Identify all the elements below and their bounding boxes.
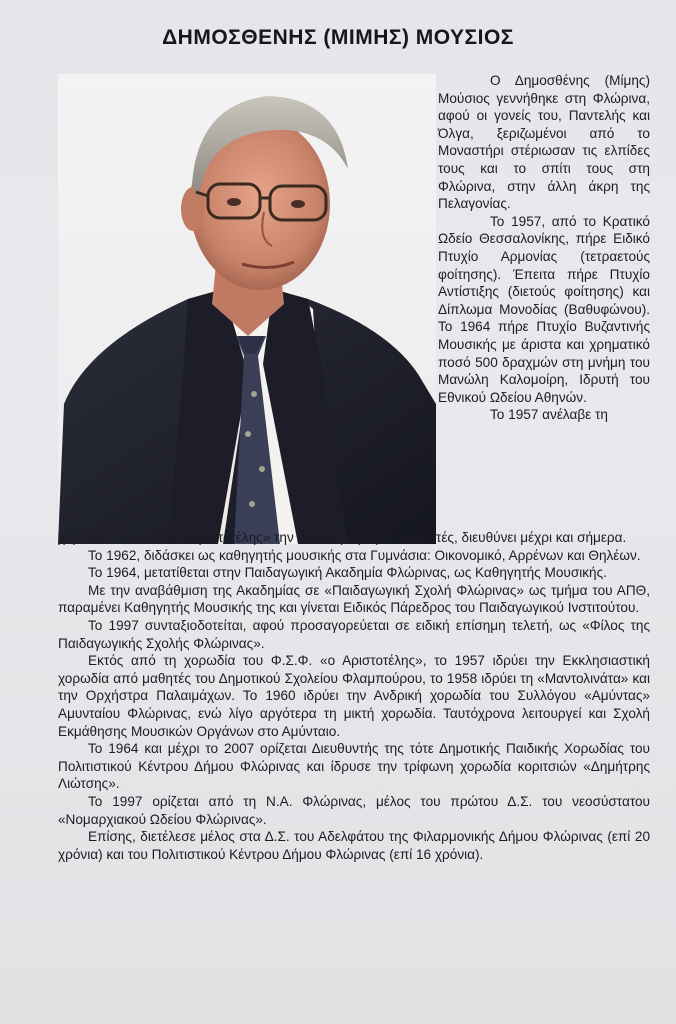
side-paragraph-1: Ο Δημοσθένης (Μίμης) Μούσιος γεννήθηκε στη Φλώρινα, αφού οι γονείς του, Παντελής και Όλγα, ξεριζωμένοι από το Μοναστήρι στέριωσαν τις ελπίδες τους και το σπίτι τους στη Φλώρινα, στην άλλη άκρη της Πελαγονίας. <box>438 73 650 212</box>
portrait-photo <box>58 74 436 544</box>
portrait-illustration <box>58 74 436 544</box>
page-title: ΔΗΜΟΣΘΕΝΗΣ (ΜΙΜΗΣ) ΜΟΥΣΙΟΣ <box>162 26 514 49</box>
body-paragraph-4: Με την αναβάθμιση της Ακαδημίας σε «Παιδαγωγική Σχολή Φλώρινας» ως τμήμα του ΑΠΘ, παραμένει Καθηγητής Μουσικής της και γίνεται Ειδικός Πάρεδρος του Παιδαγωγικού Ινστιτούτου. <box>58 582 650 616</box>
body-text <box>58 529 650 863</box>
body-paragraph-1: χορωδία του Φ.Σ.Φ. «Αριστοτέλης» την οποία, με μικρές διακοπές, διευθύνει μέχρι και σήμερα. <box>58 530 627 545</box>
side-column-text <box>438 72 650 424</box>
body-paragraph-5: Το 1997 συνταξιοδοτείται, αφού προσαγορεύεται σε ειδική επίσημη τελετή, ως «Φίλος της Παιδαγωγικής Σχολής Φλώρινας». <box>58 617 650 651</box>
body-paragraph-3: Το 1964, μετατίθεται στην Παιδαγωγική Ακαδημία Φλώρινας, ως Καθηγητής Μουσικής. <box>88 565 607 581</box>
body-paragraph-9: Επίσης, διετέλεσε μέλος στα Δ.Σ. του Αδελφάτου της Φιλαρμονικής Δήμου Φλώρινας (επί 20 χρόνια) και του Πολιτιστικού Κέντρου Δήμου Φλώρινας (επί 16 χρόνια). <box>58 829 650 862</box>
body-paragraph-2: Το 1962, διδάσκει ως καθηγητής μουσικής στα Γυμνάσια: Οικονομικό, Αρρένων και Θηλέων. <box>88 547 641 563</box>
body-paragraph-6: Εκτός από τη χορωδία του Φ.Σ.Φ. «ο Αριστοτέλης», το 1957 ιδρύει την Εκκλησιαστική χορωδία από μαθητές του Δημοτικού Σχολείου Φλαμπούρου, το 1958 ιδρύει τη «Μαντολινάτα» και την Ορχήστρα Παλαιμάχων. Το 1960 ιδρύει την Ανδρική χορωδία του Συλλόγου «Αμύντας» Αμυνταίου Φλώρινας, ενώ λίγο αργότερα τη μικτή χορωδία. Ταυτόχρονα λειτουργεί και Σχολή Εκμάθησης Μουσικών Οργάνων στο Αμύνταιο. <box>58 653 650 739</box>
body-paragraph-8: Το 1997 ορίζεται από τη Ν.Α. Φλώρινας, μέλος του πρώτου Δ.Σ. του νεοσύστατου «Νομαρχιακού Ωδείου Φλώρινας». <box>58 793 650 827</box>
side-paragraph-2: Το 1957, από το Κρατικό Ωδείο Θεσσαλονίκης, πήρε Ειδικό Πτυχίο Αρμονίας (τετραετούς φοίτησης). Έπειτα πήρε Πτυχίο Αντίστιξης (διετούς φοίτησης) και Δίπλωμα Μονοδίας (Βαθυφώνου). Το 1964 πήρε Πτυχίο Βυζαντινής Μουσικής με άριστα και χρηματικό ποσό 500 δραχμών στη μνήμη του Μανώλη Καλομοίρη, Ιδρυτή του Εθνικού Ωδείου Αθηνών. <box>438 213 650 405</box>
body-paragraph-7: Το 1964 και μέχρι το 2007 ορίζεται Διευθυντής της τότε Δημοτικής Παιδικής Χορωδίας του Πολιτιστικού Κέντρου Δήμου Φλώρινας και ίδρυσε την τρίφωνη χορωδία κοριτσιών «Δημήτρης Λιώτσης». <box>58 741 650 792</box>
side-paragraph-3: Το 1957 ανέλαβε τη <box>490 407 608 423</box>
